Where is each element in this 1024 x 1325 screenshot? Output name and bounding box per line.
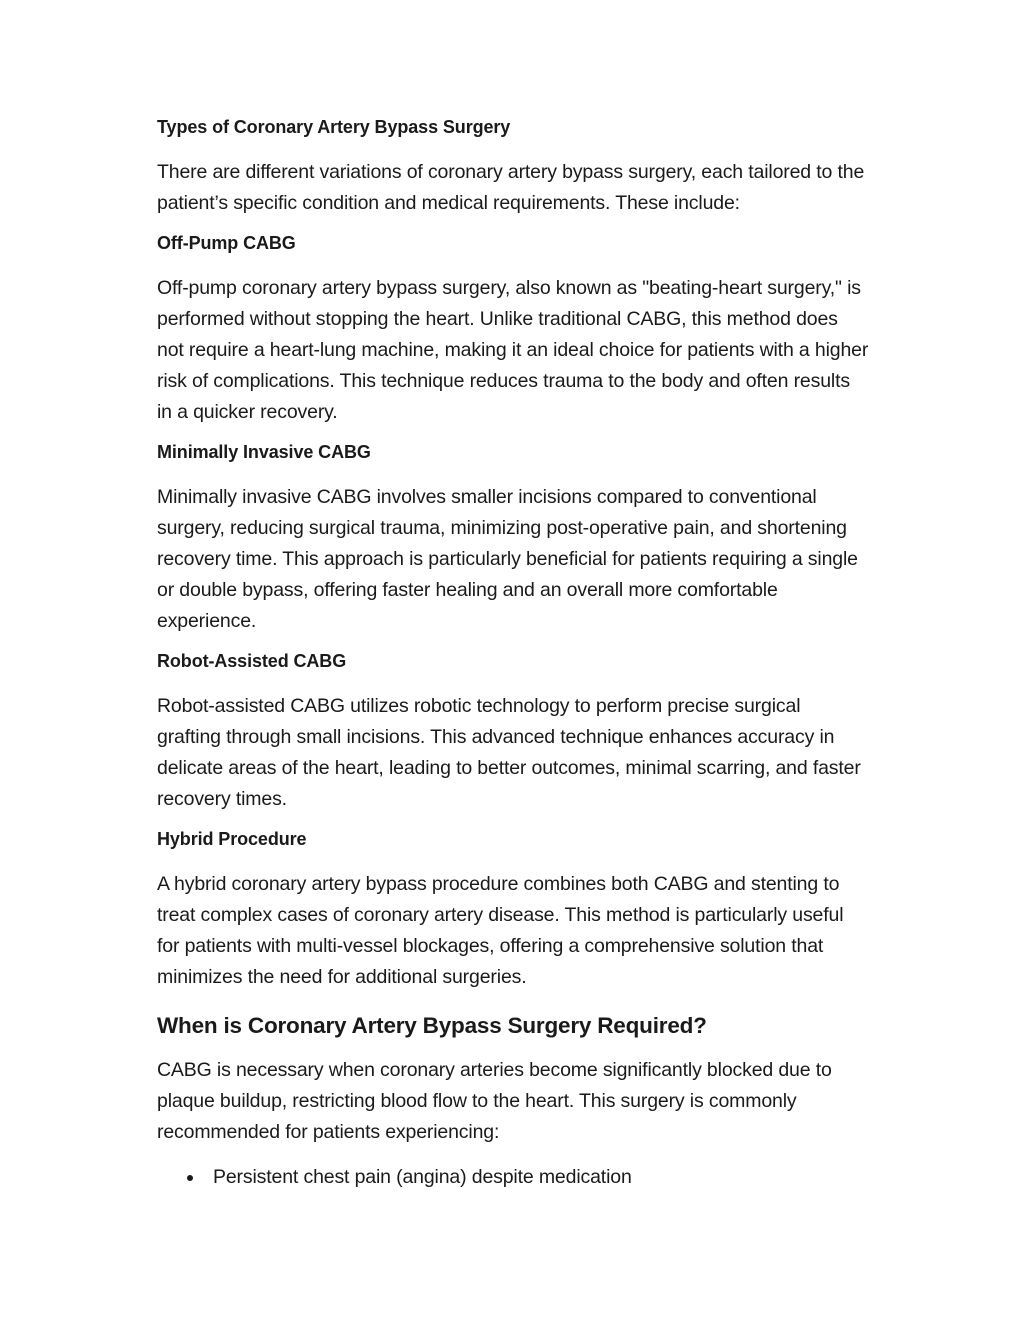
document-page (157, 114, 869, 1193)
paragraph-robot-assisted: Robot-assisted CABG utilizes robotic technology to perform precise surgical grafting through small incisions. This advanced technique enhances accuracy in delicate areas of the heart, leading to better outcomes, minimal scarring, and faster recovery times. (157, 695, 861, 810)
symptoms-list (157, 1162, 869, 1193)
paragraph-types-intro: There are different variations of coronary artery bypass surgery, each tailored to the patient’s specific condition and medical requirements. These include: (157, 161, 865, 214)
section-heading-types: Types of Coronary Artery Bypass Surgery (157, 117, 511, 137)
bullet-icon (187, 1175, 193, 1181)
paragraph-minimally-invasive: Minimally invasive CABG involves smaller incisions compared to conventional surgery, reducing surgical trauma, minimizing post-operative pain, and shortening recovery time. This approach is particularly beneficial for patients requiring a single or double bypass, offering faster healing and an overall more comfortable experience. (157, 486, 858, 632)
list-item-text: Persistent chest pain (angina) despite medication (213, 1166, 632, 1188)
list-item (157, 1162, 869, 1193)
section-heading-when-required: When is Coronary Artery Bypass Surgery Required? (157, 1013, 707, 1038)
paragraph-when-required: CABG is necessary when coronary arteries become significantly blocked due to plaque buildup, restricting blood flow to the heart. This surgery is commonly recommended for patients experiencing: (157, 1059, 832, 1143)
section-heading-hybrid: Hybrid Procedure (157, 829, 307, 849)
paragraph-off-pump: Off-pump coronary artery bypass surgery, also known as "beating-heart surgery," is performed without stopping the heart. Unlike traditional CABG, this method does not require a heart-lung machine, making it an ideal choice for patients with a higher risk of complications. This technique reduces trauma to the body and often results in a quicker recovery. (157, 277, 869, 423)
section-heading-robot-assisted: Robot-Assisted CABG (157, 651, 347, 671)
section-heading-minimally-invasive: Minimally Invasive CABG (157, 442, 371, 462)
section-heading-off-pump: Off-Pump CABG (157, 233, 296, 253)
paragraph-hybrid: A hybrid coronary artery bypass procedure combines both CABG and stenting to treat complex cases of coronary artery disease. This method is particularly useful for patients with multi-vessel blockages, offering a comprehensive solution that minimizes the need for additional surgeries. (157, 873, 844, 988)
